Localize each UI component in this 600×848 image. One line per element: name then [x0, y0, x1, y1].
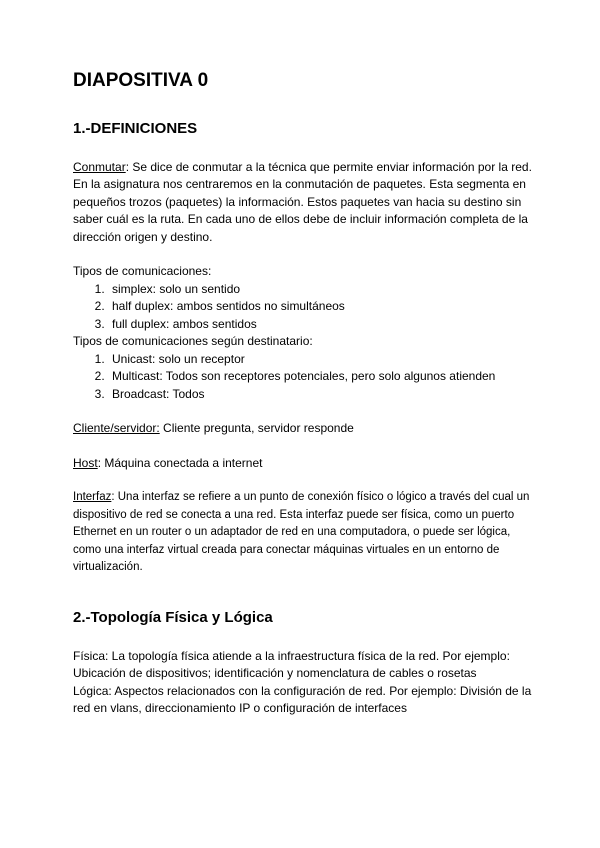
- list-item: 1. simplex: solo un sentido: [108, 281, 533, 299]
- definition-interfaz: : Una interfaz se refiere a un punto de conexión físico o lógico a través del cual un dispositivo de red se conecta a una red. Esta interfaz puede ser física, como un puerto Ethernet en un router o un adaptador de red en una computadora, o puede ser lógica, como una interfaz virtual creada para conectar máquinas virtuales en un entorno de virtualización.: [73, 491, 530, 574]
- paragraph-cliente-servidor: [73, 420, 533, 438]
- list-tipos-comunicaciones: [73, 281, 533, 334]
- term-interfaz: Interfaz: [73, 491, 112, 504]
- list-item: 2. half duplex: ambos sentidos no simultáneos: [108, 298, 533, 316]
- label-tipos-comunicaciones: Tipos de comunicaciones:: [73, 264, 212, 279]
- section-heading-topologia: 2.-Topología Física y Lógica: [73, 608, 273, 626]
- term-host: Host: [73, 455, 98, 470]
- section-heading-definiciones: 1.-DEFINICIONES: [73, 119, 198, 137]
- paragraph-interfaz: [73, 489, 533, 577]
- term-conmutar: Conmutar: [73, 159, 126, 174]
- list-item: 1. Unicast: solo un receptor: [108, 351, 533, 369]
- paragraph-conmutar: [73, 159, 533, 247]
- page-title: DIAPOSITIVA 0: [73, 70, 209, 91]
- paragraph-fisica: Física: La topología física atiende a la infraestructura física de la red. Por ejemplo: Ubicación de dispositivos; identificación y nomenclatura de cables o rosetas: [73, 648, 510, 681]
- paragraph-logica: Lógica: Aspectos relacionados con la configuración de red. Por ejemplo: División de la red en vlans, direccionamiento IP o configuración de interfaces: [73, 683, 532, 716]
- document-content: [73, 70, 533, 718]
- term-cliente-servidor: Cliente/servidor:: [73, 421, 160, 436]
- list-item: 3. full duplex: ambos sentidos: [108, 316, 533, 334]
- definition-host: : Máquina conectada a internet: [97, 455, 263, 470]
- paragraph-host: [73, 455, 533, 473]
- list-item: 3. Broadcast: Todos: [108, 386, 533, 404]
- list-item: 2. Multicast: Todos son receptores potenciales, pero solo algunos atienden: [108, 368, 533, 386]
- list-tipos-destinatario: [73, 351, 533, 404]
- definition-conmutar: : Se dice de conmutar a la técnica que permite enviar información por la red. En la asignatura nos centraremos en la conmutación de paquetes. Esta segmenta en pequeños trozos (paquetes) la información. Estos paquetes van hacia su destino sin saber cuál es la ruta. En cada uno de ellos debe de incluir información completa de la dirección origen y destino.: [73, 159, 532, 244]
- definition-cliente-servidor: Cliente pregunta, servidor responde: [159, 421, 354, 436]
- label-tipos-destinatario: Tipos de comunicaciones según destinatario:: [73, 334, 313, 349]
